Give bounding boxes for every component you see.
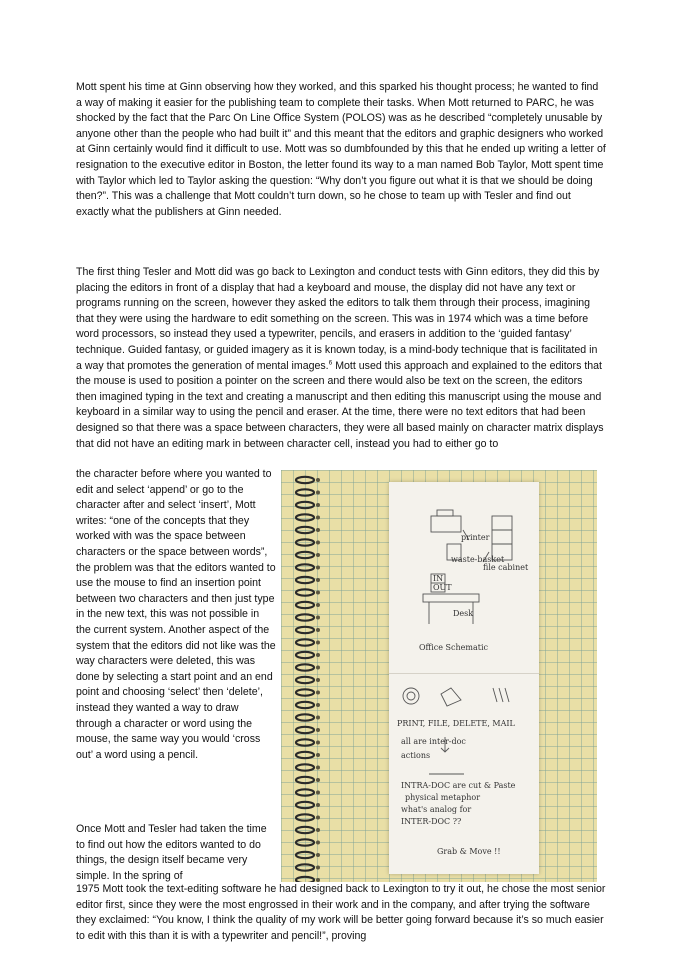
binding-hole	[316, 753, 320, 757]
spiral-ring	[296, 577, 314, 583]
binding-hole	[316, 791, 320, 795]
sketch-label-file-cabinet: file cabinet	[483, 563, 529, 572]
spiral-ring	[296, 777, 314, 783]
spiral-ring	[296, 714, 314, 720]
spiral-ring	[296, 664, 314, 670]
binding-hole	[316, 628, 320, 632]
spiral-ring	[296, 489, 314, 495]
spiral-ring	[296, 552, 314, 558]
spiral-ring	[296, 814, 314, 820]
paragraph-editor-requirements: the character before where you wanted to edit and select ‘append’ or go to the character after and select ‘insert’, Mott writes: “one of the concepts that they worked with was the space between characters or the space between words”, the problem was that the editors wanted to use the mouse to find an insertion point between two characters and then just type in the new text, this was not possible in the current system. Another aspect of the system that the editors did not like was the way characters were deleted, this was done by selecting a start point and an end point and choosing ‘select’ then ‘delete’, instead they wanted a way to draw through a character or word using the mouse, the same way you would ‘cross out’ a word using a pencil.	[76, 468, 276, 761]
paragraph-design-simple: Once Mott and Tesler had taken the time to find out how the editors wanted to do things, the design itself became very simple. In the spring of	[76, 823, 267, 882]
sketch-label-in: IN	[433, 574, 444, 583]
binding-hole	[316, 853, 320, 857]
spiral-ring	[296, 702, 314, 708]
sketch-line-1: all are inter-doc	[401, 737, 466, 746]
spiral-ring	[296, 564, 314, 570]
binding-hole	[316, 828, 320, 832]
sketch-label-desk: Desk	[453, 609, 474, 618]
spiral-ring	[296, 514, 314, 520]
paragraph-ginn-editor-tests	[76, 265, 606, 452]
binding-hole	[316, 503, 320, 507]
binding-hole	[316, 866, 320, 870]
sketch-line-5: what's analog for	[401, 805, 472, 814]
binding-hole	[316, 803, 320, 807]
spiral-ring	[296, 477, 314, 483]
spiral-ring	[296, 852, 314, 858]
binding-hole	[316, 616, 320, 620]
sketch-line-4: physical metaphor	[405, 793, 481, 802]
paragraph-text-part1: The first thing Tesler and Mott did was go back to Lexington and conduct tests with Ginn editors, they did this by placing the editors in front of a display that had a keyboard and mouse, the display did not have any text or programs running on the screen, however they asked the editors to talk them through their process, imagining that they were using the hardware to edit something on the screen. This was in 1974 which was a time before word processors, so instead they used a typewriter, pencils, and erasers in addition to the ‘guided fantasy’ technique. Guided fantasy, or guided imagery as it is known today, is a mind-body technique that is facilitated in a way that promotes the generation of mental images.	[76, 266, 600, 372]
sketch-label-out: OUT	[433, 583, 452, 592]
spiral-ring	[296, 877, 314, 882]
binding-hole	[316, 703, 320, 707]
binding-hole	[316, 716, 320, 720]
spiral-ring	[296, 789, 314, 795]
binding-hole	[316, 678, 320, 682]
binding-hole	[316, 666, 320, 670]
binding-hole	[316, 491, 320, 495]
spiral-ring	[296, 614, 314, 620]
sketch-line-7: Grab & Move !!	[437, 847, 501, 856]
binding-hole	[316, 741, 320, 745]
sketch-actions: PRINT, FILE, DELETE, MAIL	[397, 719, 515, 728]
sketch-label-wastebasket: waste-basket	[451, 555, 505, 564]
spiral-ring	[296, 802, 314, 808]
binding-hole	[316, 578, 320, 582]
sketch-label-printer: printer	[461, 533, 490, 542]
footnote-marker: 6	[328, 359, 333, 367]
spiral-ring	[296, 527, 314, 533]
paragraph-1975-test: 1975 Mott took the text-editing software he had designed back to Lexington to try it out, he chose the most senior editor first, since they were the most engrossed in their work and in the company, and after trying the software they exclaimed: “You know, I think the quality of my work will be better going forward because it’s so much easier to edit with this than it is with a typewriter and pencil!”, proving	[76, 883, 606, 942]
binding-hole	[316, 553, 320, 557]
binding-hole	[316, 728, 320, 732]
binding-hole	[316, 653, 320, 657]
binding-hole	[316, 841, 320, 845]
notebook-napkin-sketch-photo	[281, 470, 597, 882]
sketch-line-6: INTER-DOC ??	[401, 817, 462, 826]
sketch-title: Office Schematic	[419, 643, 489, 652]
spiral-binding-icon	[285, 470, 345, 882]
spiral-ring	[296, 677, 314, 683]
office-schematic-drawing	[389, 482, 539, 874]
spiral-ring	[296, 502, 314, 508]
spiral-ring	[296, 764, 314, 770]
binding-hole	[316, 591, 320, 595]
binding-hole	[316, 566, 320, 570]
spiral-ring	[296, 839, 314, 845]
spiral-ring	[296, 864, 314, 870]
spiral-ring	[296, 539, 314, 545]
binding-hole	[316, 541, 320, 545]
sketch-line-2: actions	[401, 751, 431, 760]
binding-hole	[316, 816, 320, 820]
spiral-ring	[296, 589, 314, 595]
spiral-ring	[296, 689, 314, 695]
binding-hole	[316, 766, 320, 770]
spiral-ring	[296, 752, 314, 758]
binding-hole	[316, 641, 320, 645]
napkin-sketch	[389, 482, 539, 874]
spiral-ring	[296, 652, 314, 658]
binding-hole	[316, 778, 320, 782]
spiral-ring	[296, 827, 314, 833]
spiral-ring	[296, 627, 314, 633]
binding-hole	[316, 691, 320, 695]
sketch-line-3: INTRA-DOC are cut & Paste	[401, 781, 516, 790]
binding-hole	[316, 528, 320, 532]
spiral-ring	[296, 727, 314, 733]
paragraph-posos-background: Mott spent his time at Ginn observing how they worked, and this sparked his thought process; he wanted to find a way of making it easier for the publishing team to complete their tasks. When Mott returned to PARC, he was shocked by the fact that the Parc On Line Office System (POLOS) was as he described “completely unusable by anyone other than the people who had built it” and this meant that the editors and graphic designers who worked at Ginn certainly would find it difficult to use. Mott was so dumbfounded by this that he ended up writing a letter of resignation to the executive editor in Boston, the letter found its way to a man named Bob Taylor, Mott spent time with Taylor which led to Taylor asking the question: “Why don’t you figure out what it is that we should be doing then?”. This was a challenge that Mott couldn’t turn down, so he chose to team up with Tesler and find out exactly what the publishers at Ginn needed.	[76, 81, 606, 218]
binding-hole	[316, 878, 320, 882]
binding-hole	[316, 603, 320, 607]
paragraph-text-part2: Mott used this approach and explained to the editors that the mouse is used to position a pointer on the screen and there would also be text on the screen, the editors then imagined typing in the text and creating a manuscript and then editing this manuscript using the mouse and keyboard in a similar way to using the pencil and eraser. At the time, there were no text editors that had been designed so that there was a space between characters, they were all based mainly on character matrix displays that did not have an editing mark in between character cell, instead you had to either go to	[76, 359, 604, 450]
binding-hole	[316, 516, 320, 520]
spiral-ring	[296, 602, 314, 608]
spiral-ring	[296, 639, 314, 645]
spiral-ring	[296, 739, 314, 745]
binding-hole	[316, 478, 320, 482]
